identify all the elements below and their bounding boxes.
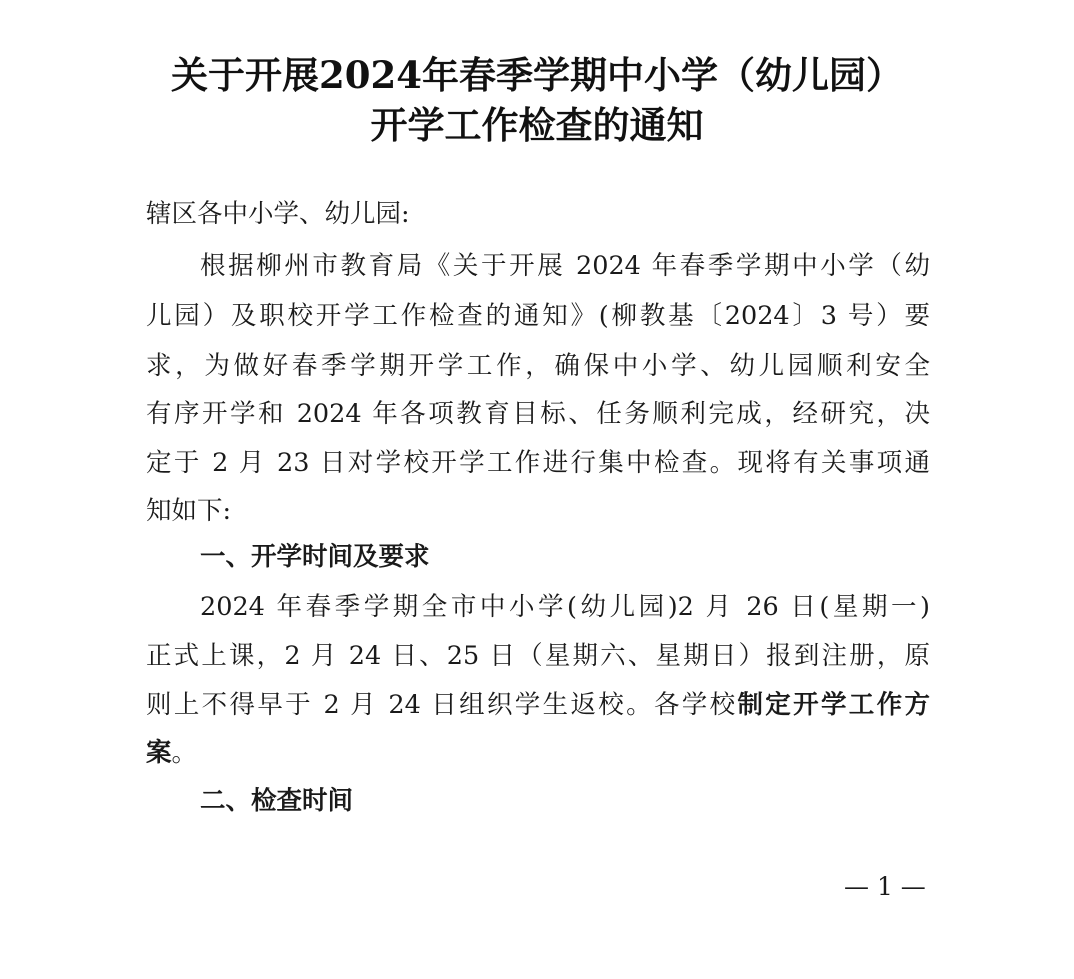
paragraph-2-line-3-text: 则上不得早于 2 月 24 日组织学生返校。各学校 — [146, 690, 738, 720]
section-heading-2: 二、检查时间 — [200, 786, 354, 816]
emphasis-text-end: 案 — [146, 738, 172, 768]
paragraph-1-line: 知如下: — [146, 496, 232, 526]
paragraph-2-line-3 — [146, 688, 930, 722]
paragraph-2-line: 2024 年春季学期全市中小学(幼儿园)2 月 26 日(星期一) — [200, 592, 930, 622]
document-title-line-2: 开学工作检查的通知 — [370, 103, 704, 147]
paragraph-1-line: 有序开学和 2024 年各项教育目标、任务顺利完成，经研究，决 — [146, 399, 930, 429]
paragraph-1-line: 根据柳州市教育局《关于开展 2024 年春季学期中小学（幼 — [200, 251, 930, 281]
page-number: — 1 — — [844, 872, 926, 901]
paragraph-2-line-4 — [146, 736, 930, 770]
emphasis-text: 制定开学工作方 — [737, 690, 930, 720]
paragraph-1-line: 儿园）及职校开学工作检查的通知》(柳教基〔2024〕3 号）要 — [146, 301, 930, 331]
salutation: 辖区各中小学、幼儿园: — [146, 199, 410, 229]
paragraph-1-line: 求，为做好春季学期开学工作，确保中小学、幼儿园顺利安全 — [146, 351, 930, 381]
paragraph-1-line: 定于 2 月 23 日对学校开学工作进行集中检查。现将有关事项通 — [146, 448, 930, 478]
document-title-line-1: 关于开展2024年春季学期中小学（幼儿园） — [171, 53, 903, 97]
section-heading-1: 一、开学时间及要求 — [200, 542, 430, 572]
paragraph-2-line: 正式上课，2 月 24 日、25 日（星期六、星期日）报到注册，原 — [146, 641, 930, 671]
paragraph-2-line-4-tail: 。 — [171, 738, 198, 768]
